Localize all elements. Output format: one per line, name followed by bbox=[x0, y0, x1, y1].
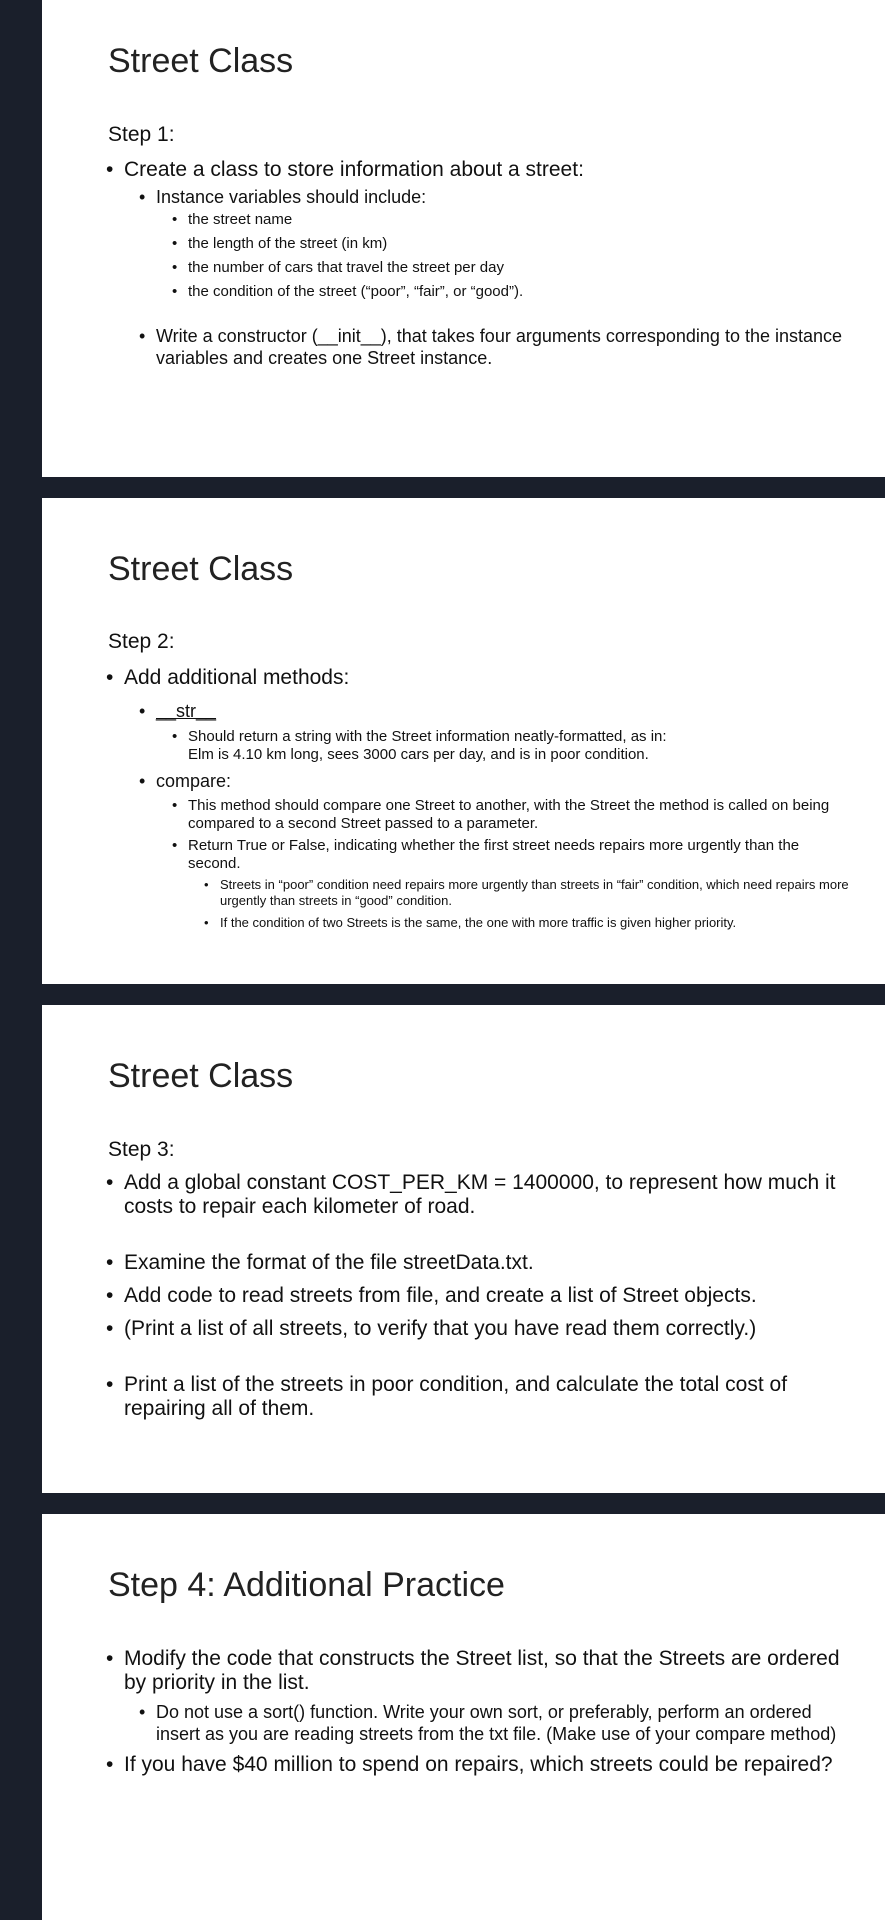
method-compare: • compare: bbox=[140, 770, 855, 792]
ivar-street-name: • the street name bbox=[172, 211, 855, 229]
slide-step-4 bbox=[42, 1514, 885, 1920]
str-example: Elm is 4.10 km long, sees 3000 cars per day, and is in poor condition. bbox=[188, 746, 649, 763]
step-label: Step 1: bbox=[108, 123, 175, 146]
rule-traffic-priority: • If the condition of two Streets is the same, the one with more traffic is given higher priority. bbox=[204, 915, 855, 931]
method-str: • __str__ bbox=[140, 700, 855, 722]
slide-content bbox=[108, 1647, 855, 1777]
str-description-text: Should return a string with the Street information neatly-formatted, as in: bbox=[188, 728, 667, 745]
ivar-cars-per-day: • the number of cars that travel the street per day bbox=[172, 259, 855, 277]
step-label: Step 3: bbox=[108, 1138, 175, 1161]
slide-step-1 bbox=[42, 0, 885, 477]
slide-content bbox=[108, 158, 855, 369]
bullet-print-all: • (Print a list of all streets, to verify that you have read them correctly.) bbox=[108, 1317, 855, 1341]
bullet-instance-variables: • Instance variables should include: bbox=[140, 186, 855, 208]
slide-step-2 bbox=[42, 498, 885, 984]
bullet-no-sort: • Do not use a sort() function. Write your own sort, or preferably, perform an ordered insert as you are reading streets from the txt file. (Make use of your compare method) bbox=[140, 1701, 855, 1745]
bullet-read-streets: • Add code to read streets from file, and create a list of Street objects. bbox=[108, 1284, 855, 1308]
rule-condition-priority: • Streets in “poor” condition need repairs more urgently than streets in “fair” condition, which need repairs more urgently than streets in “good” condition. bbox=[204, 877, 855, 909]
compare-description: • This method should compare one Street to another, with the Street the method is called on being compared to a second Street passed to a parameter. bbox=[172, 797, 855, 833]
slide-title: Street Class bbox=[108, 550, 294, 588]
slide-content bbox=[108, 1171, 855, 1421]
bullet-examine-file: • Examine the format of the file streetData.txt. bbox=[108, 1251, 855, 1275]
slide-content bbox=[108, 666, 855, 931]
bullet-poor-condition-cost: • Print a list of the streets in poor condition, and calculate the total cost of repairing all of them. bbox=[108, 1373, 855, 1421]
bullet-global-constant: • Add a global constant COST_PER_KM = 1400000, to represent how much it costs to repair each kilometer of road. bbox=[108, 1171, 855, 1219]
compare-return: • Return True or False, indicating whether the first street needs repairs more urgently than the second. bbox=[172, 837, 855, 873]
str-description bbox=[172, 728, 855, 764]
step-label: Step 2: bbox=[108, 630, 175, 653]
slide-title: Street Class bbox=[108, 42, 294, 80]
slide-title: Step 4: Additional Practice bbox=[108, 1566, 505, 1604]
bullet-budget-question: • If you have $40 million to spend on repairs, which streets could be repaired? bbox=[108, 1753, 855, 1777]
bullet-constructor: • Write a constructor (__init__), that takes four arguments corresponding to the instance variables and creates one Street instance. bbox=[140, 325, 855, 369]
bullet-create-class: • Create a class to store information about a street: bbox=[108, 158, 855, 182]
ivar-condition: • the condition of the street (“poor”, “fair”, or “good”). bbox=[172, 283, 855, 301]
ivar-street-length: • the length of the street (in km) bbox=[172, 235, 855, 253]
slide-step-3 bbox=[42, 1005, 885, 1493]
bullet-order-by-priority: • Modify the code that constructs the Street list, so that the Streets are ordered by priority in the list. bbox=[108, 1647, 855, 1695]
slide-title: Street Class bbox=[108, 1057, 294, 1095]
bullet-additional-methods: • Add additional methods: bbox=[108, 666, 855, 690]
